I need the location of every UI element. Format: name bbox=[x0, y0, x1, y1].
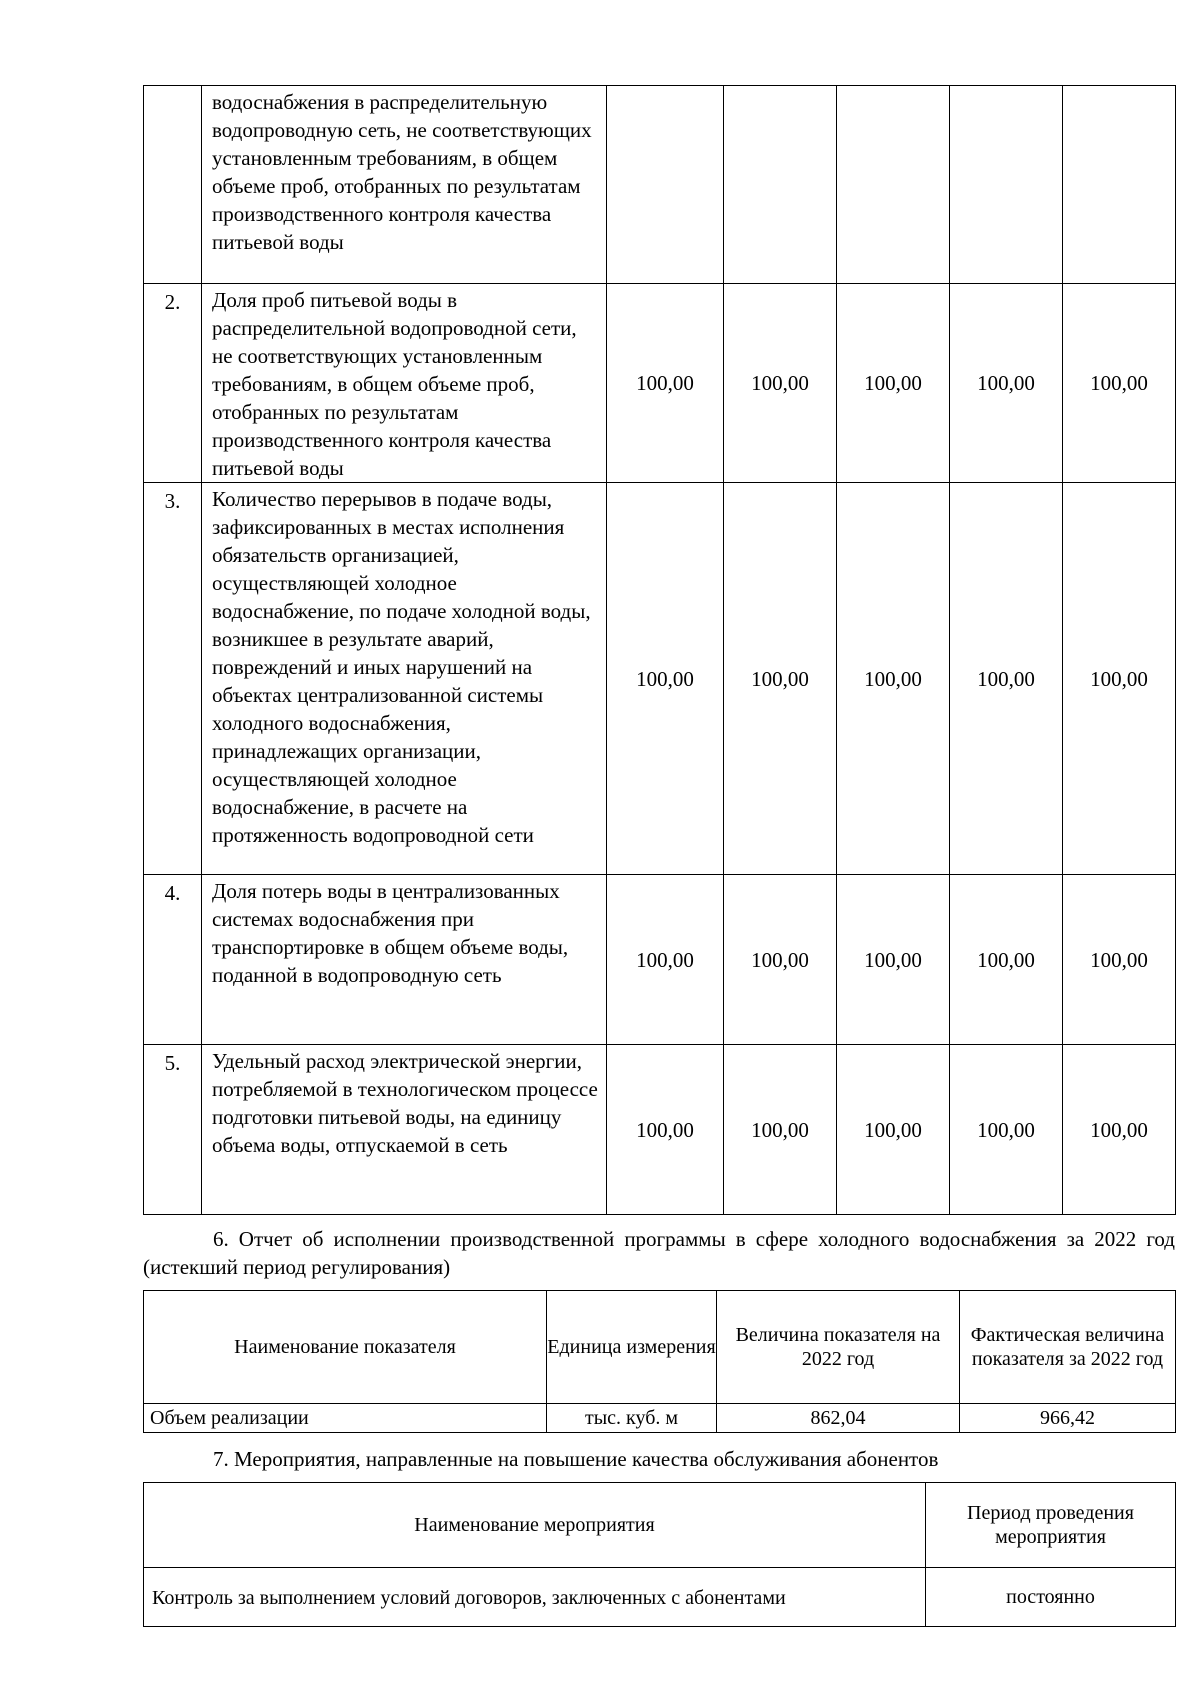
column-header: Фактическая величина показателя за 2022 год bbox=[960, 1291, 1176, 1404]
value-cell: 100,00 bbox=[724, 483, 837, 875]
column-header: Единица измерения bbox=[547, 1291, 717, 1404]
row-number: 3. bbox=[144, 483, 202, 875]
section-7-heading: 7. Мероприятия, направленные на повышение качества обслуживания абонентов bbox=[213, 1447, 939, 1471]
indicator-name: Количество перерывов в подаче воды, зафиксированных в местах исполнения обязательств организацией, осуществляющей холодное водоснабжение, по подаче холодной воды, возникшее в результате аварий, повреждений и иных нарушений на объектах централизованной системы холодного водоснабжения, принадлежащих организации, осуществляющей холодное водоснабжение, в расчете на протяженность водопроводной сети bbox=[202, 483, 607, 875]
value-cell: 100,00 bbox=[724, 875, 837, 1045]
column-header: Наименование показателя bbox=[144, 1291, 547, 1404]
value-cell: 100,00 bbox=[1063, 284, 1176, 483]
value-cell: 100,00 bbox=[1063, 875, 1176, 1045]
indicator-name: Удельный расход электрической энергии, потребляемой в технологическом процессе подготовки питьевой воды, на единицу объема воды, отпускаемой в сеть bbox=[202, 1045, 607, 1215]
table-row bbox=[144, 86, 1176, 284]
value-cell: 100,00 bbox=[837, 875, 950, 1045]
indicator-name: водоснабжения в распределительную водопроводную сеть, не соответствующих установленным требованиям, в общем объеме проб, отобранных по результатам производственного контроля качества питьевой воды bbox=[202, 86, 607, 284]
value-cell: 100,00 bbox=[950, 1045, 1063, 1215]
value-cell: 100,00 bbox=[837, 483, 950, 875]
row-number: 5. bbox=[144, 1045, 202, 1215]
value-cell: 100,00 bbox=[950, 875, 1063, 1045]
value-cell bbox=[837, 86, 950, 284]
measure-period: постоянно bbox=[926, 1568, 1176, 1627]
row-number: 4. bbox=[144, 875, 202, 1045]
table-row bbox=[144, 1568, 1176, 1627]
value-cell: 100,00 bbox=[724, 284, 837, 483]
table-row bbox=[144, 1404, 1176, 1433]
value-cell bbox=[724, 86, 837, 284]
value-cell: 100,00 bbox=[837, 284, 950, 483]
planned-value: 862,04 bbox=[717, 1404, 960, 1433]
table-row bbox=[144, 875, 1176, 1045]
table-row bbox=[144, 1045, 1176, 1215]
value-cell: 100,00 bbox=[1063, 483, 1176, 875]
value-cell bbox=[1063, 86, 1176, 284]
value-cell bbox=[950, 86, 1063, 284]
value-cell: 100,00 bbox=[607, 1045, 724, 1215]
value-cell: 100,00 bbox=[950, 284, 1063, 483]
table-row bbox=[144, 483, 1176, 875]
table-header-row bbox=[144, 1291, 1176, 1404]
value-cell: 100,00 bbox=[1063, 1045, 1176, 1215]
unit-cell: тыс. куб. м bbox=[547, 1404, 717, 1433]
program-report-table bbox=[143, 1290, 1176, 1433]
value-cell bbox=[607, 86, 724, 284]
measures-table bbox=[143, 1482, 1176, 1627]
table-header-row bbox=[144, 1483, 1176, 1568]
column-header: Наименование мероприятия bbox=[144, 1483, 926, 1568]
section-6-heading: 6. Отчет об исполнении производственной программы в сфере холодного водоснабжения за 2022 год (истекший период регулирования) bbox=[143, 1227, 1175, 1279]
column-header: Период проведения мероприятия bbox=[926, 1483, 1176, 1568]
value-cell: 100,00 bbox=[837, 1045, 950, 1215]
table-row bbox=[144, 284, 1176, 483]
column-header: Величина показателя на 2022 год bbox=[717, 1291, 960, 1404]
value-cell: 100,00 bbox=[724, 1045, 837, 1215]
value-cell: 100,00 bbox=[607, 483, 724, 875]
indicator-name: Доля потерь воды в централизованных системах водоснабжения при транспортировке в общем объеме воды, поданной в водопроводную сеть bbox=[202, 875, 607, 1045]
actual-value: 966,42 bbox=[960, 1404, 1176, 1433]
value-cell: 100,00 bbox=[607, 875, 724, 1045]
indicator-name: Доля проб питьевой воды в распределительной водопроводной сети, не соответствующих установленным требованиям, в общем объеме проб, отобранных по результатам производственного контроля качества питьевой воды bbox=[202, 284, 607, 483]
indicator-name: Объем реализации bbox=[144, 1404, 547, 1433]
indicators-table bbox=[143, 85, 1176, 1215]
value-cell: 100,00 bbox=[950, 483, 1063, 875]
measure-name: Контроль за выполнением условий договоров, заключенных с абонентами bbox=[144, 1568, 926, 1627]
row-number bbox=[144, 86, 202, 284]
value-cell: 100,00 bbox=[607, 284, 724, 483]
row-number: 2. bbox=[144, 284, 202, 483]
